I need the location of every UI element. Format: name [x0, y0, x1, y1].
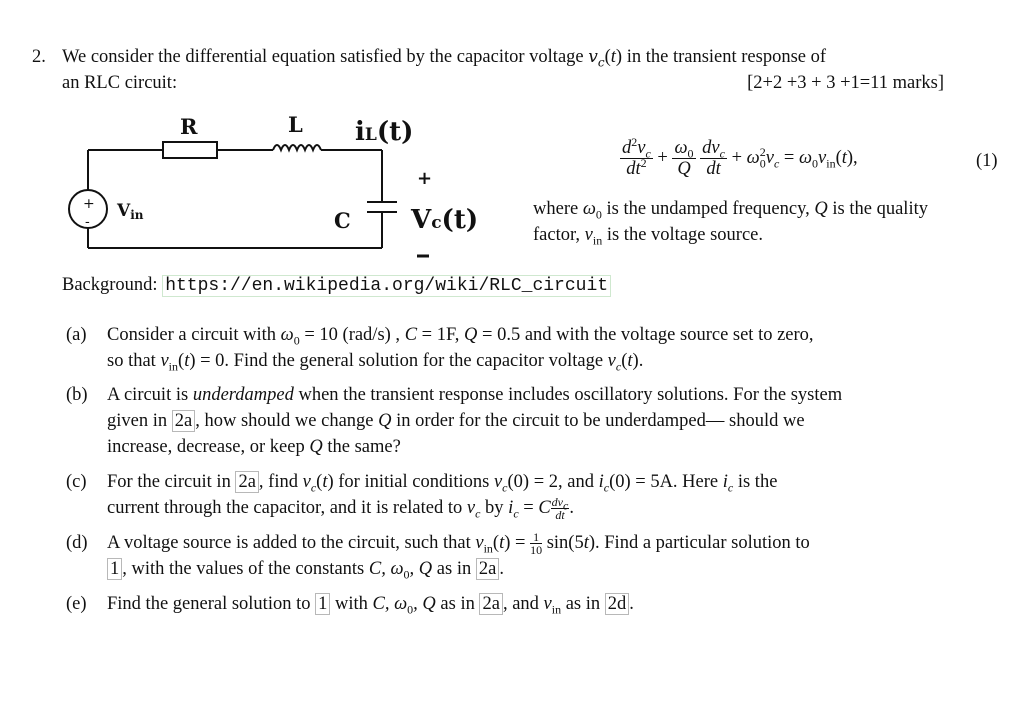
part-c-text: For the circuit in 2a , find $v_c(t)$ for initial conditions $v_c(0) = 2$, and $i_c(0) = 5A$. Here $i_c$ is the current through the capacitor, and it is related to $v_c$ by $i_c = C$ $dv_c$ dt .: [107, 472, 778, 523]
part-b-label: (b): [66, 385, 88, 405]
ref-2a[interactable]: 2a: [235, 471, 258, 493]
source-plus: +: [83, 196, 95, 212]
part-a-text: Consider a circuit with $\omega_0 = 10$ (rad/s) , C = 1F, Q = 0.5 and with the voltage source set to zero, so that $v_{in}(t) = 0$. Find the general solution for the capacitor voltage $v_c(t)$.: [107, 325, 814, 374]
equation-where-line2: factor, $v_{in}$ is the voltage source.: [533, 225, 764, 248]
question-number: 2.: [32, 47, 46, 67]
part-d: [66, 530, 946, 584]
intro-end: in the transient response of: [626, 47, 827, 67]
ref-eq-1[interactable]: 1: [107, 558, 122, 580]
part-a-label: (a): [66, 325, 87, 345]
ref-2a[interactable]: 2a: [479, 593, 502, 615]
part-e: [66, 591, 946, 619]
vc-label: Vc(t): [411, 205, 479, 235]
part-e-text: Find the general solution to 1 with C, $\omega_0$, Q as in 2a , and $v_{in}$ as in 2d .: [107, 594, 634, 617]
ref-2a[interactable]: 2a: [172, 410, 195, 432]
part-b: [66, 382, 946, 460]
intro-line2: an RLC circuit:: [62, 73, 178, 93]
equation-where-line1: where $\omega_0$ is the undamped frequency, Q is the quality: [533, 199, 928, 222]
equation-1: $\frac{d^2v_c}{dt^2}$ + $\frac{\omega_0}{Q}$ $\frac{dv_c}{dt}$ + $\omega_0^2v_c = \omega_0v_{in}(t)$,: [622, 134, 858, 179]
part-b-text: A circuit is underdamped when the transient response includes oscillatory solutions. For the system given in 2a , how should we change Q in order for the circuit to be underdamped— should we increase, decrease, or keep Q the same?: [107, 385, 843, 457]
part-d-text: A voltage source is added to the circuit, such that $v_{in}(t)$ = $\frac{1}{10}$ sin(5t). Find a particular solution to 1 , with the values of the constants C, $\omega_0$, Q as in 2a .: [107, 530, 810, 582]
ref-eq-1[interactable]: 1: [315, 593, 330, 615]
part-c: [66, 469, 946, 523]
inductor-symbol: [273, 145, 321, 150]
equation-number: (1): [976, 151, 998, 171]
ref-2d[interactable]: 2d: [605, 593, 630, 615]
rlc-circuit-diagram: [55, 110, 505, 270]
part-d-label: (d): [66, 533, 88, 553]
source-minus: -: [85, 214, 90, 230]
part-a: [66, 322, 946, 374]
question-intro: We consider the differential equation satisfied by the capacitor voltage $v_c(t)$ in the transient response of: [62, 47, 827, 70]
capacitor-label: C: [334, 208, 351, 233]
intro-line1: We consider the differential equation satisfied by the capacitor voltage: [62, 47, 584, 67]
background-line: [62, 272, 611, 299]
inductor-label: L: [288, 112, 303, 137]
underdamped-emphasis: underdamped: [192, 385, 294, 405]
vc-plus: +: [417, 168, 433, 189]
resistor-symbol: [163, 142, 217, 158]
background-url[interactable]: https://en.wikipedia.org/wiki/RLC_circuit: [162, 275, 611, 297]
ref-2a[interactable]: 2a: [476, 558, 499, 580]
marks-label: [2+2 +3 + 3 +1=11 marks]: [747, 73, 944, 93]
part-e-label: (e): [66, 594, 87, 614]
current-il-label: iL(t): [355, 117, 414, 147]
resistor-label: R: [180, 114, 198, 139]
background-label: Background:: [62, 275, 158, 295]
part-c-label: (c): [66, 472, 87, 492]
vin-label: Vin: [117, 201, 144, 222]
